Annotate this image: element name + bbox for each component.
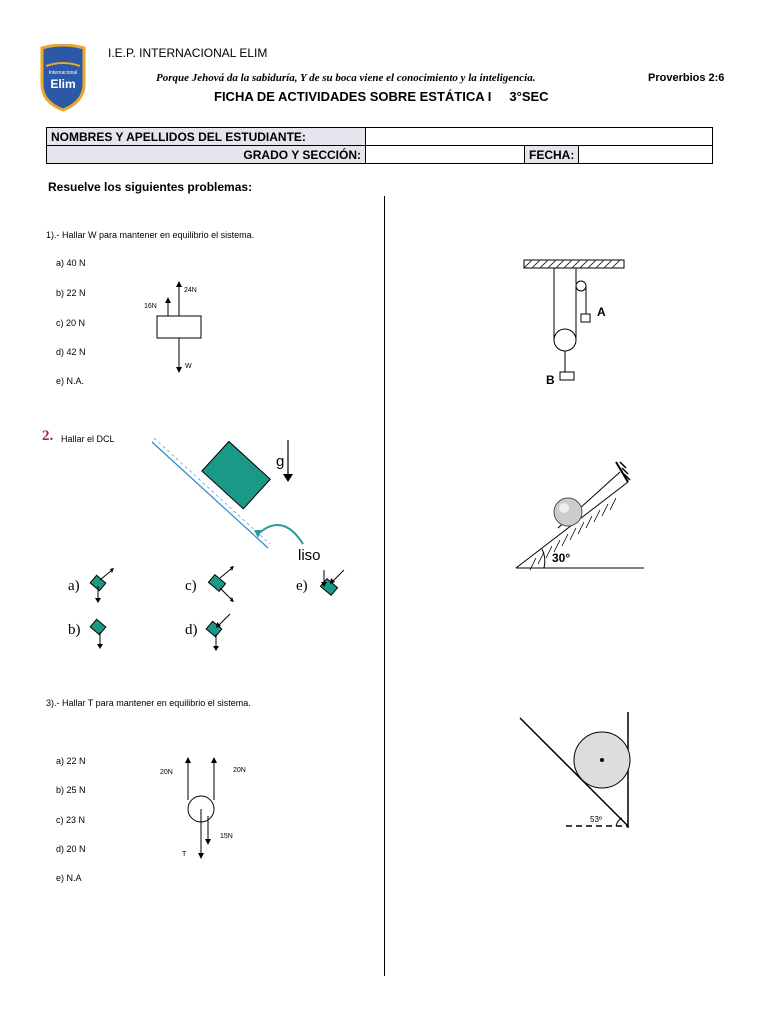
pulley-system-diagram bbox=[520, 256, 630, 386]
pulley-label-b: B bbox=[546, 373, 555, 386]
grade-field[interactable] bbox=[366, 146, 525, 164]
q1-option-e[interactable]: e) N.A. bbox=[56, 376, 85, 386]
q2-option-d[interactable]: d) bbox=[185, 622, 198, 638]
q1-force-16: 16N bbox=[144, 303, 157, 310]
date-label: FECHA: bbox=[525, 146, 579, 164]
school-logo bbox=[38, 44, 88, 112]
logo-text-top: Internacional bbox=[48, 70, 78, 76]
incline-sphere-diagram bbox=[512, 454, 648, 578]
q2-gravity: g bbox=[276, 453, 285, 470]
q1-text: 1).- Hallar W para mantener en equilibrio el sistema. bbox=[46, 230, 255, 240]
q2-option-c[interactable]: c) bbox=[185, 578, 197, 594]
q3-diagram bbox=[156, 756, 246, 864]
q2-option-b-diagram bbox=[86, 614, 118, 650]
logo-text-main: Elim bbox=[50, 77, 76, 91]
q2-option-e-diagram bbox=[314, 566, 350, 606]
q2-number: 2. bbox=[42, 428, 54, 444]
q1-force-24: 24N bbox=[184, 287, 197, 294]
name-field[interactable] bbox=[366, 128, 713, 146]
wedge-angle: 53º bbox=[590, 815, 602, 824]
q3-option-c[interactable]: c) 23 N bbox=[56, 815, 86, 825]
q1-option-a[interactable]: a) 40 N bbox=[56, 258, 86, 268]
q1-diagram bbox=[140, 280, 220, 375]
q3-option-e[interactable]: e) N.A bbox=[56, 873, 82, 883]
instructions: Resuelve los siguientes problemas: bbox=[48, 180, 253, 194]
q2-option-a[interactable]: a) bbox=[68, 578, 80, 594]
q3-option-a[interactable]: a) 22 N bbox=[56, 756, 86, 766]
q3-text: 3).- Hallar T para mantener en equilibrio el sistema. bbox=[46, 698, 251, 708]
grade-label: GRADO Y SECCIÓN: bbox=[47, 146, 366, 164]
bible-verse: Proverbios 2:6 bbox=[648, 72, 725, 84]
q2-option-b[interactable]: b) bbox=[68, 622, 81, 638]
q1-option-d[interactable]: d) 42 N bbox=[56, 347, 86, 357]
q2-option-d-diagram bbox=[204, 612, 240, 652]
q1-weight: W bbox=[185, 363, 192, 370]
q2-option-a-diagram bbox=[86, 568, 118, 604]
student-info-table bbox=[46, 127, 713, 164]
q2-diagram bbox=[148, 434, 338, 564]
page-title: FICHA DE ACTIVIDADES SOBRE ESTÁTICA I 3°SEC bbox=[214, 89, 549, 104]
q3-left-force: 20N bbox=[160, 769, 173, 776]
q3-tension: T bbox=[182, 851, 187, 858]
q2-option-c-diagram bbox=[204, 566, 240, 606]
q3-option-b[interactable]: b) 25 N bbox=[56, 785, 86, 795]
date-field[interactable] bbox=[579, 146, 713, 164]
q2-option-e[interactable]: e) bbox=[296, 578, 308, 594]
q2-liso: liso bbox=[298, 547, 321, 564]
q1-option-b[interactable]: b) 22 N bbox=[56, 288, 86, 298]
name-label: NOMBRES Y APELLIDOS DEL ESTUDIANTE: bbox=[47, 128, 366, 146]
q2-text: Hallar el DCL bbox=[61, 434, 115, 444]
q1-option-c[interactable]: c) 20 N bbox=[56, 318, 86, 328]
incline-angle: 30° bbox=[552, 551, 571, 565]
q3-right-force: 20N bbox=[233, 767, 246, 774]
q3-mid-force: 15N bbox=[220, 833, 233, 840]
school-name: I.E.P. INTERNACIONAL ELIM bbox=[108, 46, 268, 60]
motto: Porque Jehová da la sabiduría, Y de su boca viene el conocimiento y la inteligencia. bbox=[156, 72, 536, 84]
wedge-sphere-diagram bbox=[516, 708, 640, 836]
column-divider bbox=[384, 196, 385, 976]
pulley-label-a: A bbox=[597, 305, 606, 319]
q3-option-d[interactable]: d) 20 N bbox=[56, 844, 86, 854]
